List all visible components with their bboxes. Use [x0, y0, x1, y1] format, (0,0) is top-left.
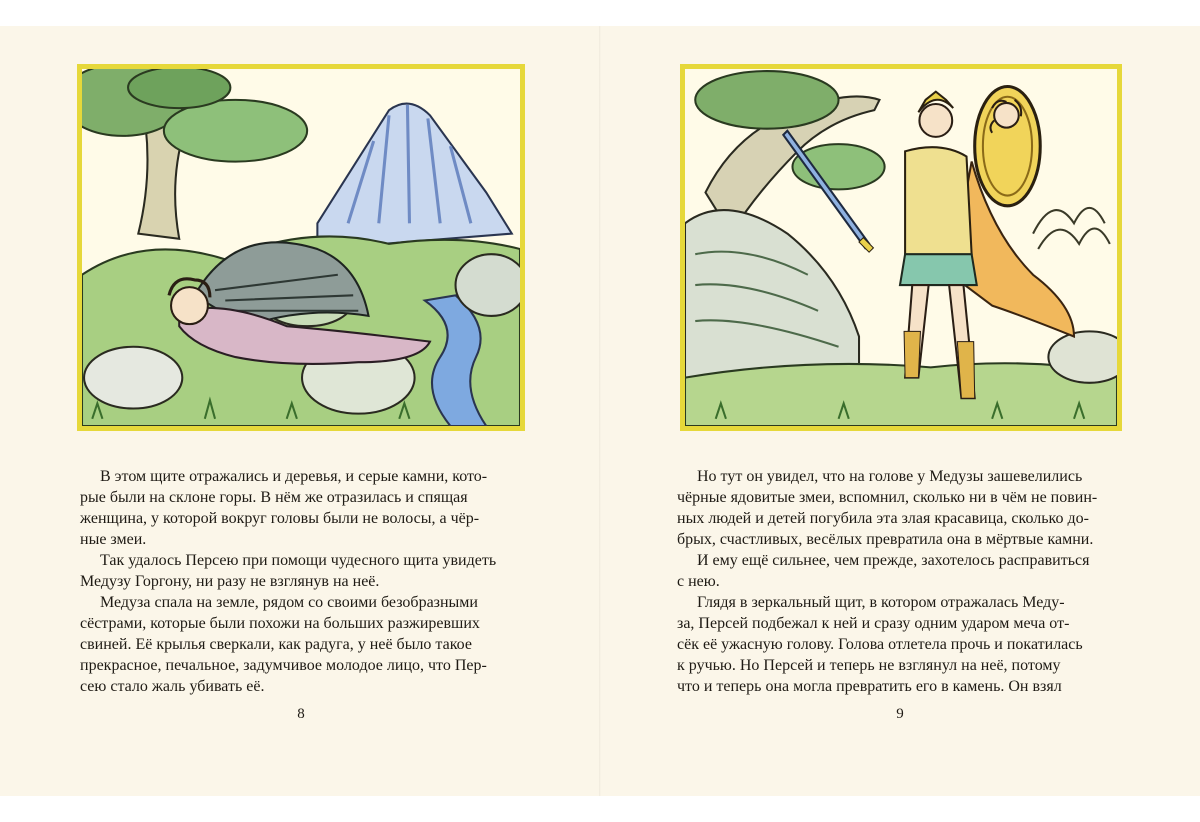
text-line: Медузу Горгону, ни разу не взглянув на неё.: [80, 573, 380, 590]
text-line: к ручью. Но Персей и теперь не взглянул на неё, потому: [677, 657, 1061, 674]
sleeping-medusa-illustration: [77, 64, 525, 431]
text-line: за, Персей подбежал к ней и сразу одним ударом меча от-: [677, 615, 1070, 632]
text-line: свиней. Её крылья сверкали, как радуга, у неё было такое: [80, 636, 472, 653]
text-line: с нею.: [677, 573, 720, 590]
text-line: чёрные ядовитые змеи, вспомнил, сколько ни в чём не повин-: [677, 489, 1098, 506]
text-line: Но тут он увидел, что на голове у Медузы зашевелились: [697, 468, 1083, 485]
text-line: сею стало жаль убивать её.: [80, 678, 265, 695]
text-line: В этом щите отражались и деревья, и серые камни, кото-: [100, 468, 488, 485]
text-line: ные змеи.: [80, 531, 147, 548]
text-line: Медуза спала на земле, рядом со своими безобразными: [100, 594, 478, 611]
top-margin: [0, 0, 1200, 26]
page-number-left: 8: [297, 706, 305, 722]
text-line: сёк её ужасную голову. Голова отлетела прочь и покатилась: [677, 636, 1083, 653]
illustration-left-drawing: [82, 69, 520, 426]
text-line: рые были на склоне горы. В нём же отразилась и спящая: [80, 489, 468, 506]
text-line: женщина, у которой вокруг головы были не волосы, а чёр-: [80, 510, 480, 527]
illustration-right-drawing: [685, 69, 1117, 426]
text-line: Глядя в зеркальный щит, в котором отражалась Меду-: [697, 594, 1065, 611]
text-line: сёстрами, которые были похожи на больших разжиревших: [80, 615, 480, 632]
text-line: прекрасное, печальное, задумчивое молодое лицо, что Пер-: [80, 657, 487, 674]
right-page-text: [677, 466, 1122, 697]
text-line: Так удалось Персею при помощи чудесного щита увидеть: [100, 552, 497, 569]
left-page-text: [80, 466, 525, 697]
page-number-right: 9: [896, 706, 904, 722]
text-line: что и теперь она могла превратить его в камень. Он взял: [677, 678, 1062, 695]
text-line: брых, счастливых, весёлых превратила она в мёртвые камни.: [677, 531, 1094, 548]
book-gutter: [599, 26, 601, 796]
perseus-with-shield-illustration: [680, 64, 1122, 431]
bottom-margin: [0, 796, 1200, 822]
text-line: И ему ещё сильнее, чем прежде, захотелось расправиться: [697, 552, 1090, 569]
text-line: ных людей и детей погубила эта злая красавица, сколько до-: [677, 510, 1089, 527]
